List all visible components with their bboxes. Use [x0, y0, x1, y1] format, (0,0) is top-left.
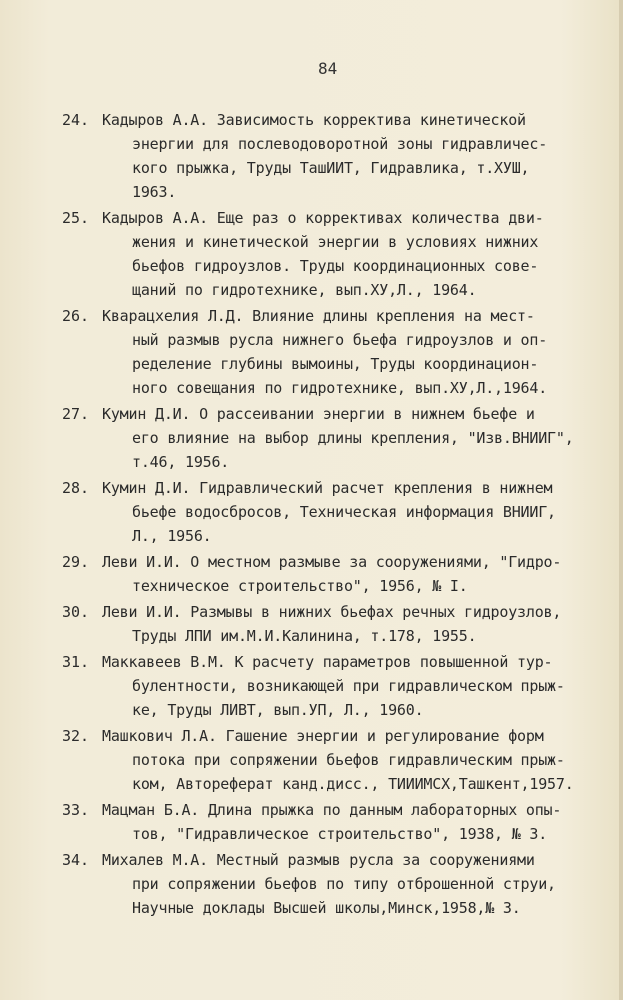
- bibliography-entry: [0, 600, 623, 648]
- entry-text: [102, 724, 618, 796]
- bibliography-entry: [0, 206, 623, 302]
- entry-number: 32.: [62, 727, 90, 745]
- entry-line: бьефов гидроузлов. Труды координационных сове-: [132, 257, 539, 275]
- bibliography-entry: [0, 304, 623, 400]
- entry-line: тов, "Гидравлическое строительство", 1938, № 3.: [132, 825, 548, 843]
- entry-line: Кварацхелия Л.Д. Влияние длины крепления на мест-: [102, 307, 535, 325]
- entry-line: жения и кинетической энергии в условиях нижних: [132, 233, 539, 251]
- entry-line: его влияние на выбор длины крепления, "Изв.ВНИИГ",: [132, 429, 574, 447]
- entry-line: Леви И.И. Размывы в нижних бьефах речных гидроузлов,: [102, 603, 562, 621]
- entry-line: 1963.: [132, 183, 177, 201]
- entry-number: 33.: [62, 801, 90, 819]
- entry-text: [102, 550, 618, 598]
- bibliography-list: [0, 108, 623, 922]
- entry-line: ределение глубины вымоины, Труды координацион-: [132, 355, 539, 373]
- entry-line: Кумин Д.И. О рассеивании энергии в нижнем бьефе и: [102, 405, 535, 423]
- entry-number: 24.: [62, 111, 90, 129]
- entry-line: при сопряжении бьефов по типу отброшенной струи,: [132, 875, 556, 893]
- bibliography-entry: [0, 476, 623, 548]
- entry-line: ного совещания по гидротехнике, вып.ХУ,Л.,1964.: [132, 379, 548, 397]
- entry-line: булентности, возникающей при гидравлическом прыж-: [132, 677, 565, 695]
- entry-line: ный размыв русла нижнего бьефа гидроузлов и оп-: [132, 331, 548, 349]
- entry-number: 34.: [62, 851, 90, 869]
- entry-number: 30.: [62, 603, 90, 621]
- entry-number: 29.: [62, 553, 90, 571]
- entry-line: Леви И.И. О местном размыве за сооружениями, "Гидро-: [102, 553, 562, 571]
- entry-text: [102, 206, 618, 302]
- entry-line: ком, Автореферат канд.дисс., ТИИИМСХ,Ташкент,1957.: [132, 775, 574, 793]
- entry-number: 26.: [62, 307, 90, 325]
- entry-text: [102, 476, 618, 548]
- bibliography-entry: [0, 848, 623, 920]
- entry-line: т.46, 1956.: [132, 453, 230, 471]
- bibliography-entry: [0, 724, 623, 796]
- entry-text: [102, 848, 618, 920]
- bibliography-entry: [0, 108, 623, 204]
- entry-line: Михалев М.А. Местный размыв русла за сооружениями: [102, 851, 535, 869]
- entry-number: 25.: [62, 209, 90, 227]
- entry-line: Кадыров А.А. Зависимость корректива кинетической: [102, 111, 526, 129]
- entry-line: кого прыжка, Труды ТашИИТ, Гидравлика, т.ХУШ,: [132, 159, 530, 177]
- bibliography-entry: [0, 550, 623, 598]
- entry-text: [102, 402, 618, 474]
- entry-number: 31.: [62, 653, 90, 671]
- entry-line: Маккавеев В.М. К расчету параметров повышенной тур-: [102, 653, 553, 671]
- bibliography-entry: [0, 798, 623, 846]
- entry-line: ке, Труды ЛИВТ, вып.УП, Л., 1960.: [132, 701, 424, 719]
- entry-line: Л., 1956.: [132, 527, 212, 545]
- entry-line: потока при сопряжении бьефов гидравлическим прыж-: [132, 751, 565, 769]
- page-edge: [619, 0, 623, 1000]
- bibliography-entry: [0, 402, 623, 474]
- entry-line: бьефе водосбросов, Техническая информация ВНИИГ,: [132, 503, 556, 521]
- entry-number: 28.: [62, 479, 90, 497]
- entry-line: Труды ЛПИ им.М.И.Калинина, т.178, 1955.: [132, 627, 477, 645]
- entry-text: [102, 650, 618, 722]
- entry-line: Кадыров А.А. Еще раз о коррективах количества дви-: [102, 209, 544, 227]
- entry-text: [102, 304, 618, 400]
- entry-number: 27.: [62, 405, 90, 423]
- entry-line: энергии для послеводоворотной зоны гидравличес-: [132, 135, 548, 153]
- entry-line: Научные доклады Высшей школы,Минск,1958,№ 3.: [132, 899, 521, 917]
- entry-line: Кумин Д.И. Гидравлический расчет крепления в нижнем: [102, 479, 553, 497]
- page-number: 84: [318, 59, 338, 78]
- entry-line: техническое строительство", 1956, № I.: [132, 577, 468, 595]
- entry-text: [102, 798, 618, 846]
- bibliography-entry: [0, 650, 623, 722]
- entry-text: [102, 600, 618, 648]
- entry-text: [102, 108, 618, 204]
- entry-line: щаний по гидротехнике, вып.ХУ,Л., 1964.: [132, 281, 477, 299]
- entry-line: Мацман Б.А. Длина прыжка по данным лабораторных опы-: [102, 801, 562, 819]
- entry-line: Машкович Л.А. Гашение энергии и регулирование форм: [102, 727, 544, 745]
